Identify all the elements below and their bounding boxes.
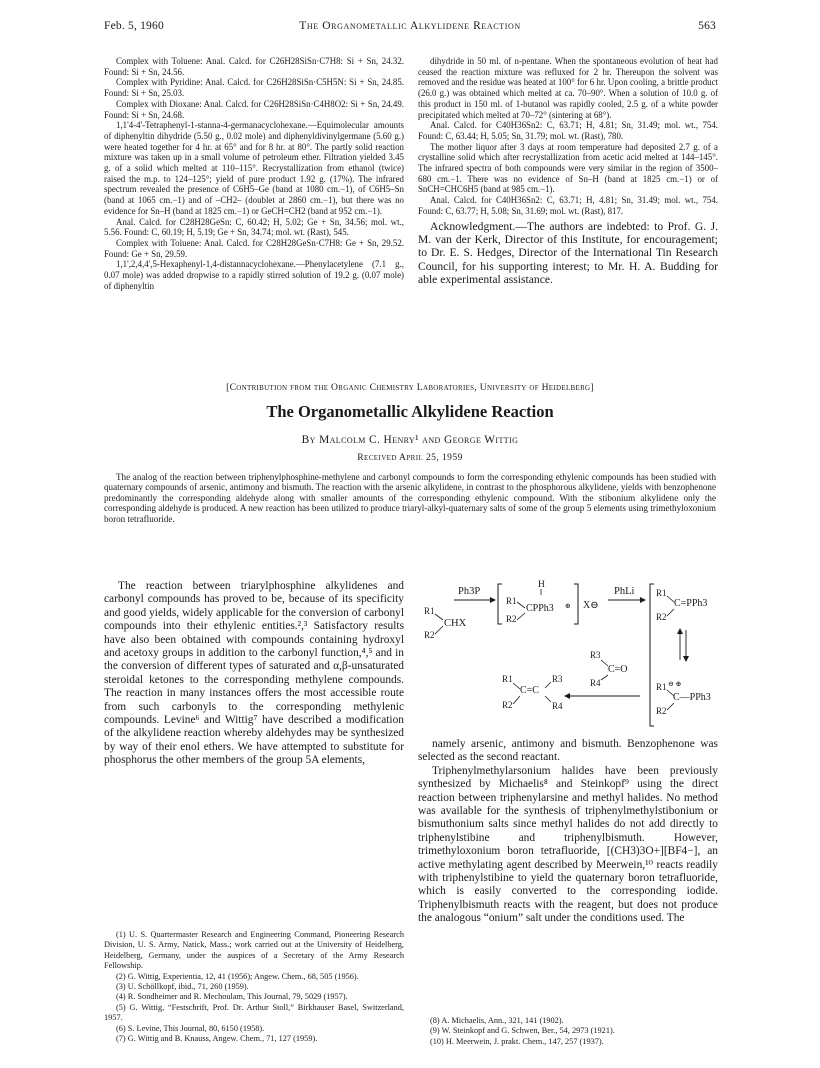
top-right-column xyxy=(418,56,718,287)
scheme-r2-e: R2 xyxy=(502,700,513,710)
scheme-c-eq-c: C=C xyxy=(520,685,539,696)
scheme-r3-a: R3 xyxy=(590,650,601,660)
scheme-r1-b: R1 xyxy=(506,596,517,606)
scheme-arrowhead-3 xyxy=(564,693,570,699)
footnote: (10) H. Meerwein, J. prakt. Chem., 147, 257 (1937). xyxy=(430,1036,604,1046)
scheme-xminus: X⊖ xyxy=(583,600,599,611)
reaction-scheme xyxy=(418,578,718,730)
scheme-r3-b: R3 xyxy=(552,674,563,684)
paragraph: Complex with Toluene: Anal. Calcd. for C26H28SiSn·C7H8: Si + Sn, 24.32. Found: Si + Sn, 24.56. xyxy=(104,56,404,77)
footnote: (9) W. Steinkopf and G. Schwen, Ber., 54, 2973 (1921). xyxy=(430,1026,615,1036)
scheme-r1-d: R1 xyxy=(656,682,667,692)
footnote: (2) G. Wittig, Experientia, 12, 41 (1956); Angew. Chem., 68, 505 (1956). xyxy=(116,971,359,981)
scheme-ph3p: Ph3P xyxy=(458,586,481,597)
scheme-r4-a: R4 xyxy=(590,678,601,688)
scheme-bracket-ylide xyxy=(650,584,654,726)
contribution-line: [Contribution from the Organic Chemistry Laboratories, University of Heidelberg] xyxy=(226,382,594,393)
paragraph: Complex with Dioxane: Anal. Calcd. for C26H28SiSn·C4H8O2: Si + Sn, 24.49. Found: Si + Sn, 24.68. xyxy=(104,98,404,120)
footnote: (7) G. Wittig and B. Knauss, Angew. Chem., 71, 127 (1959). xyxy=(116,1034,318,1044)
header-page-number: 563 xyxy=(698,20,716,32)
scheme-c-pph3: C=PPh3 xyxy=(674,598,708,609)
body-left-column xyxy=(104,580,404,768)
received-date: Received April 25, 1959 xyxy=(357,452,463,463)
scheme-c-o: C=O xyxy=(608,664,628,675)
scheme-r2-b: R2 xyxy=(506,614,517,624)
scheme-r1-c: R1 xyxy=(656,588,667,598)
paragraph: Complex with Pyridine: Anal. Calcd. for C26H28SiSn·C5H5N: Si + Sn, 24.85. Found: Si + Sn, 25.03. xyxy=(104,77,404,99)
paragraph: 1,1',2,4,4',5-Hexaphenyl-1,4-distannacyclohexane.—Phenylacetylene (7.1 g., 0.07 mole) was added dropwise to a rapidly stirred solution of 19.2 g. (0.07 mole) of diphenyltin xyxy=(104,259,404,291)
running-head xyxy=(104,20,716,36)
scheme-r2-a: R2 xyxy=(424,630,435,640)
footnote: (5) G. Wittig, “Festschrift, Prof. Dr. Arthur Stoll,” Birkhauser Basel, Switzerland, 1957. xyxy=(104,1002,404,1023)
scheme-bracket-right xyxy=(574,584,578,624)
footnote: (6) S. Levine, This Journal, 80, 6150 (1958). xyxy=(116,1023,265,1033)
footnotes-left xyxy=(104,930,404,1044)
acknowledgment: Acknowledgment.—The authors are indebted: to Prof. G. J. M. van der Kerk, Director of this Institute, for encouragement; to Dr. E. S. Hedges, Director of the International Tin Research Council, for his supporting interest; to Mr. H. A. Budding for able experimental assistance. xyxy=(418,219,718,287)
scheme-bracket-left xyxy=(498,584,502,624)
scheme-arrowhead-2 xyxy=(640,597,646,603)
paragraph: The mother liquor after 3 days at room temperature had deposited 2.7 g. of a crystalline solid which after recrystallization from acetic acid melted at 144–145°. The infrared spectra of both compounds were very similar in the region of 3500–680 cm.−1. There was no evidence of Sn–H (band at 1825 cm.−1) or of SnCH=CHC6H5 (band at 985 cm.−1). xyxy=(418,141,718,195)
footnote: (4) R. Sondheimer and R. Mechoulam, This Journal, 79, 5029 (1957). xyxy=(116,992,348,1002)
paragraph: dihydride in 50 ml. of n-pentane. When the spontaneous evolution of heat had ceased the reaction mixture was refluxed for 2 hr. Thereupon the solvent was removed and the residue was heated at 100° for 6 hr. Upon cooling, a brittle product (26.0 g.) was obtained which melted at ca. 70–90°. When a solution of 10.0 g. of this product in 150 ml. of 1-butanol was rapidly cooled, 2.5 g. of a white powder precipitated which melted at 70–72° (sintering at 68°). xyxy=(418,56,718,120)
footnote: (8) A. Michaelis, Ann., 321, 141 (1902). xyxy=(430,1016,564,1025)
header-journal-title: The Organometallic Alkylidene Reaction xyxy=(299,20,521,32)
paragraph: Anal. Calcd. for C40H36Sn2: C, 63.71; H, 4.81; Sn, 31.49; mol. wt., 754. Found: C, 63.44; H, 5.05; Sn, 31.79; mol. wt. (Rast), 780. xyxy=(418,120,718,141)
paragraph: namely arsenic, antimony and bismuth. Benzophenone was selected as the second reactant. xyxy=(418,738,718,764)
scheme-r1-e: R1 xyxy=(502,674,513,684)
scheme-c-pph3-ylide: C—PPh3 xyxy=(673,692,711,703)
paragraph: The reaction between triarylphosphine alkylidenes and carbonyl compounds has proved to be, because of its specificity and good yields, widely applicable for the conversion of carbonyl compounds into their ethylenic entities.²,³ Satisfactory results have also been obtained with compounds containing hydroxyl and acetoxy groups in addition to the carbonyl function,⁴,⁵ and in the conversion of different types of saturated and α,β-unsaturated steroidal ketones to the corresponding methylene compounds. The reaction in many instances offers the most accessible route from such carbonyls to the corresponding methylenic compounds. Levine⁶ and Wittig⁷ have described a modification of the alkylidene reaction whereby aldehydes may be synthesized by way of their enol ethers. We have attempted to substitute for phosphorus the other members of the group 5A elements, xyxy=(104,580,404,767)
scheme-r4-b: R4 xyxy=(552,701,563,711)
header-date: Feb. 5, 1960 xyxy=(104,20,164,32)
scheme-phli: PhLi xyxy=(614,586,635,597)
paragraph: Complex with Toluene: Anal. Calcd. for C28H28GeSn·C7H8: Ge + Sn, 29.52. Found: Ge + Sn, 29.59. xyxy=(104,237,404,259)
footnotes-right xyxy=(418,1016,718,1047)
scheme-chx: CHX xyxy=(444,618,467,629)
body-right-column xyxy=(418,738,718,926)
author-line: By Malcolm C. Henry¹ and George Wittig xyxy=(301,434,519,446)
scheme-cpph3: CPPh3 xyxy=(526,603,554,614)
paragraph: Triphenylmethylarsonium halides have been previously synthesized by Michaelis⁸ and Steinkopf⁹ using the direct reaction between triphenylarsine and methyl halides. No method was available for the synthesis of triphenylmethylstibonium or bismuthonium salts since methyl halides do not add directly to triphenylstibine and triphenylbismuth. However, trimethyloxonium boron tetrafluoride, [(CH3)3O+][BF4−], an active methylating agent described by Meerwein,¹⁰ reacts readily with triphenylstibine to yield the quaternary boron tetrafluoride, which is easily converted to the corresponding iodide. Triphenylbismuth reacts with the reagent, but does not produce the analogous “onium” salt under the conditions used. The xyxy=(418,764,718,925)
footnote: (3) U. Schöllkopf, ibid., 71, 260 (1959). xyxy=(116,982,249,992)
top-left-column xyxy=(104,56,404,291)
paragraph: Anal. Calcd. for C40H36Sn2: C, 63.71; H, 4.81; Sn, 31.49; mol. wt., 754. Found: C, 63.77; H, 5.08; Sn, 31.69; mol. wt. (Rast), 817. xyxy=(418,195,718,216)
scheme-plus: ⊕ xyxy=(565,602,571,610)
scheme-arrowhead-1 xyxy=(490,597,496,603)
paragraph: Anal. Calcd. for C28H28GeSn: C, 60.42; H, 5.02; Ge + Sn, 34.56; mol. wt., 5.56. Found: C, 60.19; H, 5.19; Ge + Sn, 34.74; mol. wt. (Rast), 545. xyxy=(104,216,404,238)
scheme-r1-a: R1 xyxy=(424,606,435,616)
scheme-r2-c: R2 xyxy=(656,612,667,622)
scheme-h: H xyxy=(538,580,545,590)
scheme-r2-d: R2 xyxy=(656,706,667,716)
paragraph: 1,1'4-4'-Tetraphenyl-1-stanna-4-germanacyclohexane.—Equimolecular amounts of diphenyltin dihydride (5.50 g., 0.02 mole) and diphenyldivinylgermane (5.60 g.) were heated together for 4 hr. at 65° and for 8 hr. at 80°. The partly solid reaction mixture was taken up in a small volume of petroleum ether. Filtration yielded 3.45 g. of a solid which melted at 110–115°. Recrystallization from ethanol (twice) raised the m.p. to 124–125°; yield of pure product 1.92 g. (17%). The infrared spectrum revealed the presence of C6H5–Ge (band at 1080 cm.−1), of C6H5–Sn (band at 1065 cm.−1) and of –CH2– (doublet at 2860 cm.−1), but there was no evidence for Sn–H (band at 1825 cm.−1) or GeCH=CH2 (band at 952 cm.−1). xyxy=(104,120,404,216)
abstract: The analog of the reaction between triphenylphosphine-methylene and carbonyl compounds to form the corresponding ethylenic compounds has been studied with quaternary compounds of arsenic, antimony and bismuth. The reaction with the arsenic alkylidene, in contrast to the phosphorous alkylidene, yields with benzophenone predominantly the corresponding aldehyde along with smaller amounts of the corresponding ethylenic compound. With the stibonium alkylidene only the corresponding aldehyde is produced. A new reaction has been utilized to produce triaryl-alkyl-quaternary salts of some of the group 5 elements using trimethyloxonium boron tetrafluoride. xyxy=(104,472,716,524)
scheme-charges: ⊖ ⊕ xyxy=(668,680,682,688)
footnote: (1) U. S. Quartermaster Research and Engineering Command, Pioneering Research Division, U. S. Army, Natick, Mass.; work carried out at the University of Heidelberg, Heidelberg, Germany, under the auspices of a Secretary of the Army Research Fellowship. xyxy=(104,930,404,971)
article-title: The Organometallic Alkylidene Reaction xyxy=(266,402,554,421)
